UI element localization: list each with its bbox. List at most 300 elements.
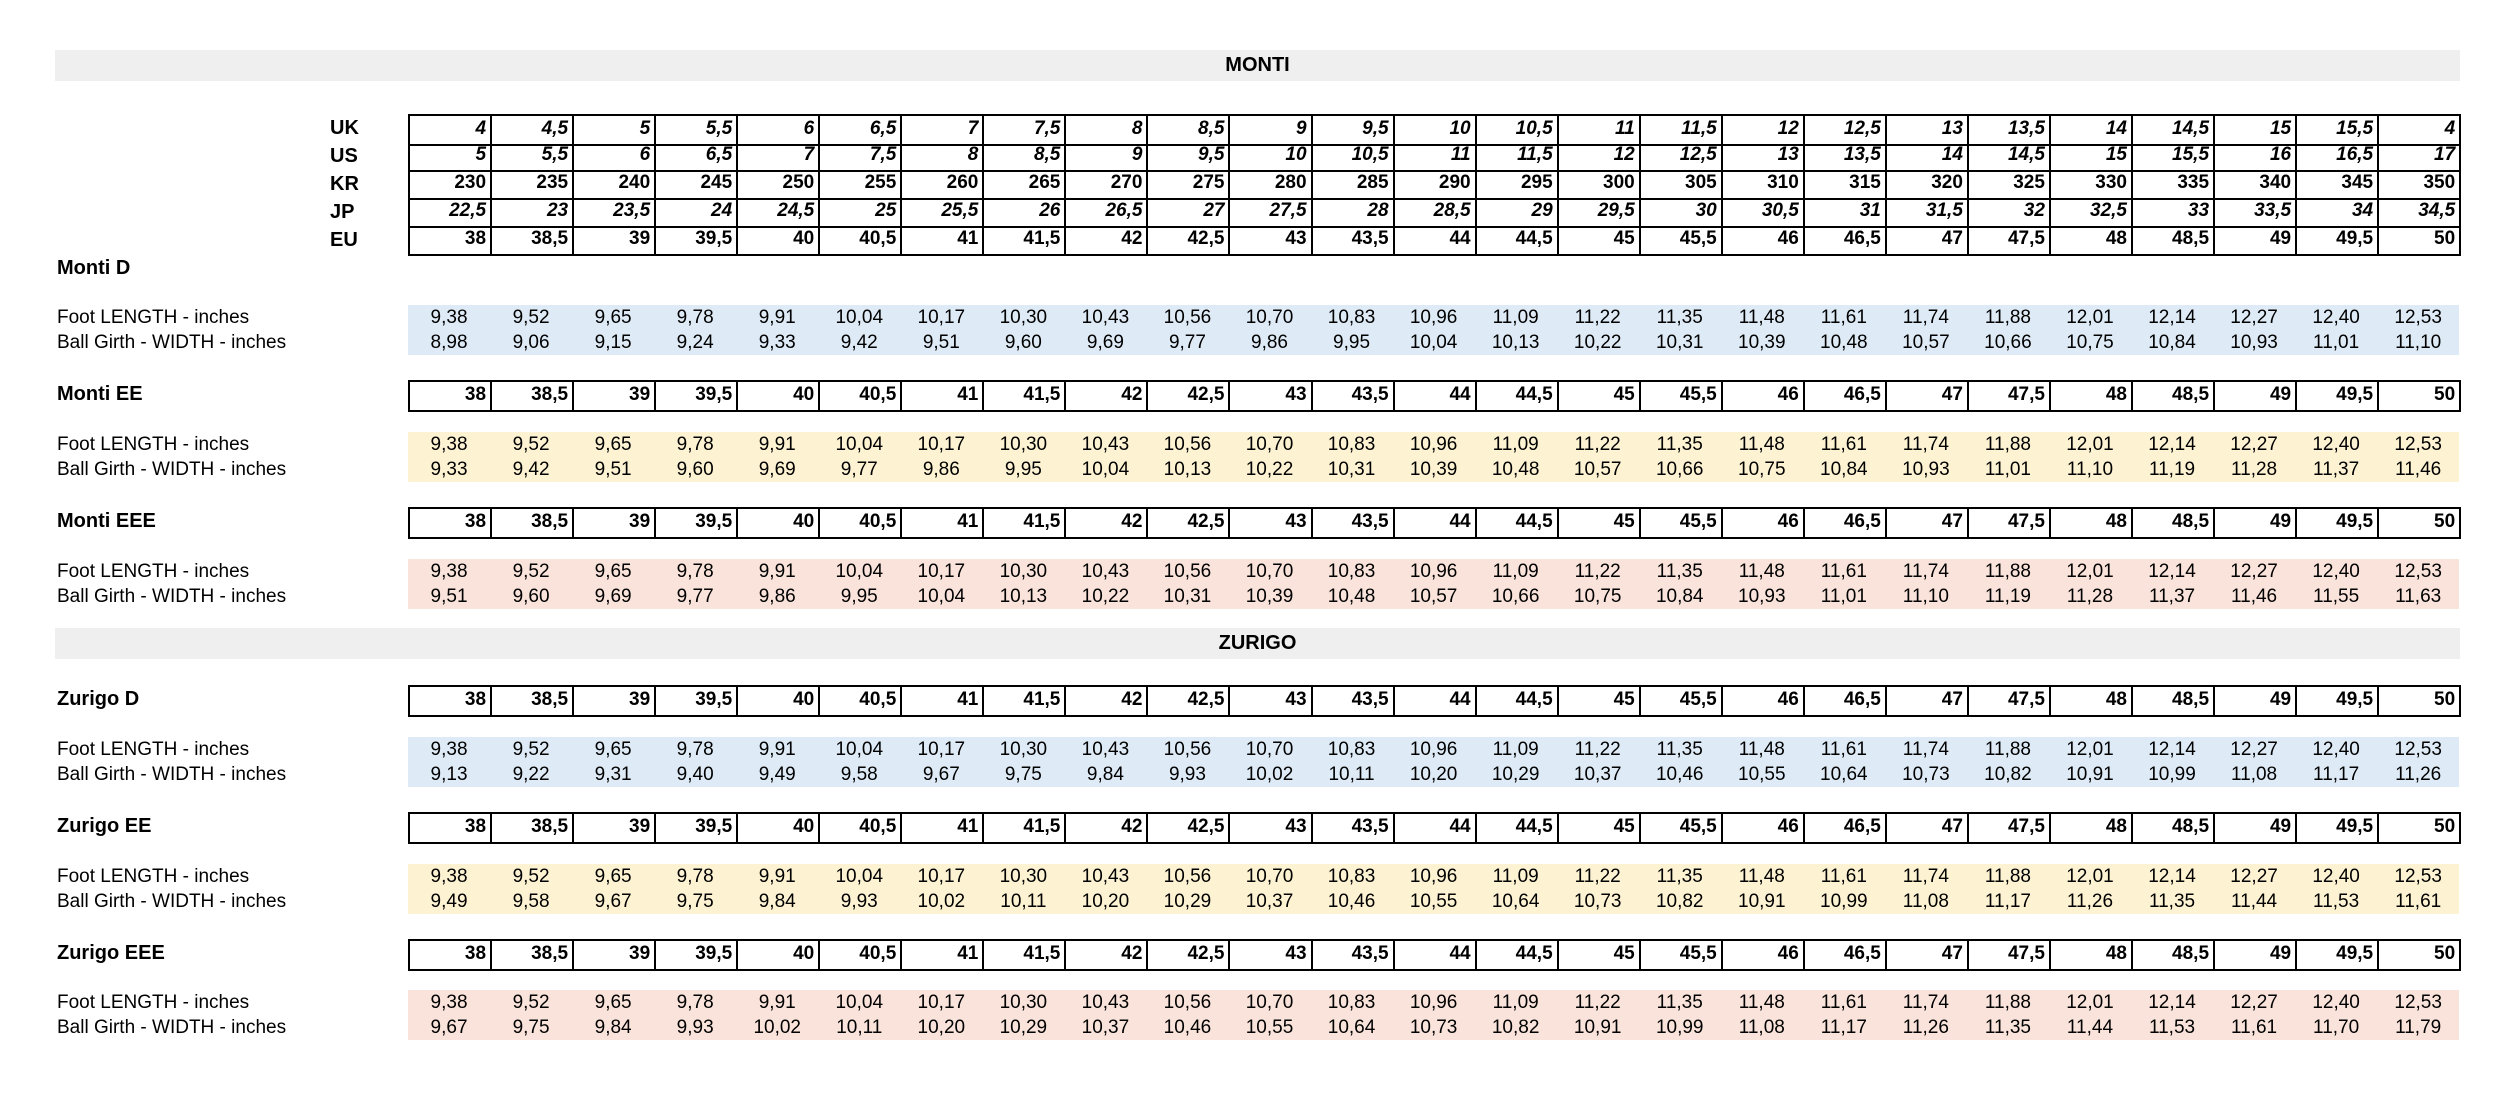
foot-length-cell: 11,74: [1902, 866, 1949, 887]
ball-girth-cell: 10,82: [1984, 764, 2032, 785]
scale-cell-us: 5,5: [492, 142, 574, 170]
foot-length-row-zurigo-d: [408, 737, 2459, 762]
eu-cell: 40: [738, 509, 820, 537]
model-label-monti-eee: Monti EEE: [57, 510, 156, 532]
eu-cell: 38: [410, 509, 492, 537]
eu-cell: 43: [1230, 941, 1312, 969]
eu-cell: 40,5: [820, 509, 902, 537]
eu-cell: 48,5: [2133, 382, 2215, 410]
ball-girth-cell: 11,79: [2395, 1017, 2442, 1038]
foot-length-cell: 11,88: [1984, 992, 2031, 1013]
eu-cell: 38,5: [492, 814, 574, 842]
foot-length-cell: 11,48: [1738, 307, 1785, 328]
scale-cell-us: 8: [902, 142, 984, 170]
eu-cell: 46,5: [1805, 509, 1887, 537]
eu-cell: 40: [738, 814, 820, 842]
ball-girth-cell: 10,55: [1245, 1017, 1294, 1038]
foot-length-cell: 12,01: [2066, 434, 2114, 455]
ball-girth-label: Ball Girth - WIDTH - inches: [57, 332, 287, 353]
ball-girth-cell: 10,02: [1245, 764, 1294, 785]
eu-cell: 42,5: [1148, 814, 1230, 842]
foot-length-cell: 9,91: [758, 866, 796, 887]
ball-girth-cell: 11,19: [2148, 459, 2196, 480]
eu-cell: 41,5: [984, 687, 1066, 715]
foot-length-cell: 9,38: [430, 992, 468, 1013]
foot-length-cell: 9,78: [676, 434, 714, 455]
scale-cell-eu: 41: [902, 226, 984, 254]
ball-girth-cell: 9,51: [594, 459, 632, 480]
foot-length-cell: 12,14: [2148, 866, 2196, 887]
ball-girth-cell: 10,20: [917, 1017, 966, 1038]
foot-length-label: Foot LENGTH - inches: [57, 561, 250, 582]
eu-cell: 46: [1723, 814, 1805, 842]
eu-cell: 40: [738, 941, 820, 969]
ball-girth-cell: 10,99: [1820, 891, 1868, 912]
foot-length-cell: 12,14: [2148, 434, 2196, 455]
ball-girth-cell: 10,22: [1573, 332, 1622, 353]
ball-girth-cell: 10,46: [1327, 891, 1376, 912]
foot-length-cell: 9,65: [594, 561, 632, 582]
foot-length-cell: 9,38: [430, 434, 468, 455]
foot-length-cell: 12,53: [2394, 561, 2442, 582]
eu-cell: 48: [2051, 382, 2133, 410]
foot-length-cell: 10,96: [1409, 307, 1458, 328]
foot-length-cell: 12,01: [2066, 992, 2114, 1013]
eu-cell: 43,5: [1313, 814, 1395, 842]
scale-cell-jp: 32: [1969, 198, 2051, 226]
scale-row-eu: [408, 226, 2461, 256]
eu-cell: 49: [2215, 382, 2297, 410]
scale-cell-jp: 33: [2133, 198, 2215, 226]
eu-cell: 44,5: [1477, 509, 1559, 537]
foot-length-cell: 9,52: [512, 434, 550, 455]
ball-girth-row-monti-ee: [408, 457, 2459, 482]
ball-girth-cell: 10,84: [2148, 332, 2196, 353]
foot-length-cell: 12,53: [2394, 992, 2442, 1013]
ball-girth-cell: 9,15: [594, 332, 632, 353]
eu-cell: 43: [1230, 687, 1312, 715]
eu-cell: 50: [2379, 941, 2461, 969]
ball-girth-label: Ball Girth - WIDTH - inches: [57, 586, 287, 607]
foot-length-cell: 11,35: [1656, 307, 1703, 328]
eu-cell: 44,5: [1477, 941, 1559, 969]
eu-cell: 44,5: [1477, 814, 1559, 842]
foot-length-cell: 10,83: [1327, 739, 1376, 760]
ball-girth-cell: 10,75: [2066, 332, 2114, 353]
eu-cell: 42,5: [1148, 941, 1230, 969]
ball-girth-cell: 11,55: [2313, 586, 2360, 607]
ball-girth-label: Ball Girth - WIDTH - inches: [57, 764, 287, 785]
ball-girth-cell: 10,55: [1738, 764, 1786, 785]
scale-cell-kr: 250: [738, 170, 820, 198]
eu-cell: 47: [1887, 814, 1969, 842]
foot-length-cell: 10,04: [835, 739, 884, 760]
scale-cell-kr: 260: [902, 170, 984, 198]
ball-girth-cell: 9,13: [430, 764, 468, 785]
foot-length-cell: 11,09: [1492, 866, 1539, 887]
scale-cell-jp: 28: [1313, 198, 1395, 226]
foot-length-cell: 10,04: [835, 307, 884, 328]
foot-length-cell: 9,65: [594, 739, 632, 760]
ball-girth-cell: 11,28: [2066, 586, 2114, 607]
ball-girth-cell: 10,13: [1491, 332, 1540, 353]
ball-girth-cell: 10,73: [1902, 764, 1950, 785]
scale-cell-eu: 50: [2379, 226, 2461, 254]
scale-cell-eu: 45: [1559, 226, 1641, 254]
foot-length-cell: 9,65: [594, 992, 632, 1013]
scale-cell-eu: 49: [2215, 226, 2297, 254]
foot-length-cell: 10,30: [999, 307, 1048, 328]
ball-girth-cell: 10,29: [999, 1017, 1048, 1038]
foot-length-cell: 11,61: [1820, 561, 1867, 582]
scale-cell-jp: 34: [2297, 198, 2379, 226]
ball-girth-cell: 9,33: [430, 459, 468, 480]
eu-cell: 40: [738, 687, 820, 715]
foot-length-cell: 11,22: [1574, 992, 1621, 1013]
foot-length-cell: 11,88: [1984, 561, 2031, 582]
foot-length-cell: 11,74: [1902, 307, 1949, 328]
foot-length-cell: 10,04: [835, 866, 884, 887]
eu-cell: 47,5: [1969, 687, 2051, 715]
eu-cell: 48: [2051, 814, 2133, 842]
eu-cell: 43,5: [1313, 509, 1395, 537]
eu-cell: 38: [410, 687, 492, 715]
eu-cell: 43,5: [1313, 382, 1395, 410]
foot-length-cell: 11,22: [1574, 434, 1621, 455]
scale-cell-eu: 43: [1230, 226, 1312, 254]
scale-cell-kr: 305: [1641, 170, 1723, 198]
ball-girth-cell: 10,02: [917, 891, 966, 912]
ball-girth-cell: 9,84: [758, 891, 796, 912]
ball-girth-cell: 11,17: [2313, 764, 2360, 785]
scale-cell-kr: 255: [820, 170, 902, 198]
eu-cell: 46: [1723, 382, 1805, 410]
foot-length-cell: 11,35: [1656, 992, 1703, 1013]
scale-cell-uk: 15,5: [2297, 116, 2379, 144]
eu-cell: 40,5: [820, 941, 902, 969]
scale-cell-kr: 330: [2051, 170, 2133, 198]
ball-girth-cell: 9,51: [922, 332, 960, 353]
ball-girth-cell: 10,66: [1655, 459, 1704, 480]
ball-girth-cell: 10,64: [1327, 1017, 1376, 1038]
ball-girth-cell: 10,04: [917, 586, 966, 607]
foot-length-cell: 9,38: [430, 307, 468, 328]
scale-cell-jp: 27,5: [1230, 198, 1312, 226]
ball-girth-cell: 10,73: [1409, 1017, 1458, 1038]
ball-girth-cell: 11,10: [1902, 586, 1949, 607]
foot-length-cell: 11,22: [1574, 307, 1621, 328]
scale-label-eu: EU: [330, 229, 358, 251]
eu-cell: 45,5: [1641, 382, 1723, 410]
scale-label-jp: JP: [330, 201, 355, 223]
ball-girth-cell: 9,93: [676, 1017, 714, 1038]
ball-girth-cell: 9,49: [430, 891, 468, 912]
scale-cell-jp: 25: [820, 198, 902, 226]
scale-cell-uk: 13,5: [1969, 116, 2051, 144]
ball-girth-cell: 10,20: [1081, 891, 1130, 912]
foot-length-cell: 9,65: [594, 434, 632, 455]
scale-cell-eu: 49,5: [2297, 226, 2379, 254]
eu-cell: 48,5: [2133, 687, 2215, 715]
foot-length-cell: 11,74: [1902, 739, 1949, 760]
foot-length-cell: 12,27: [2230, 307, 2278, 328]
eu-cell: 47: [1887, 509, 1969, 537]
foot-length-cell: 9,52: [512, 561, 550, 582]
ball-girth-cell: 11,26: [1902, 1017, 1949, 1038]
scale-cell-eu: 45,5: [1641, 226, 1723, 254]
eu-cell: 41,5: [984, 941, 1066, 969]
eu-cell: 50: [2379, 382, 2461, 410]
ball-girth-cell: 9,86: [922, 459, 960, 480]
foot-length-cell: 12,53: [2394, 307, 2442, 328]
zurigo-section-banner: ZURIGO: [55, 628, 2460, 659]
eu-cell: 39: [574, 382, 656, 410]
foot-length-cell: 10,30: [999, 739, 1048, 760]
eu-cell: 43: [1230, 509, 1312, 537]
ball-girth-row-zurigo-eee: [408, 1015, 2459, 1040]
foot-length-cell: 10,04: [835, 992, 884, 1013]
scale-cell-eu: 46,5: [1805, 226, 1887, 254]
scale-cell-jp: 32,5: [2051, 198, 2133, 226]
ball-girth-cell: 11,53: [2148, 1017, 2196, 1038]
eu-cell: 50: [2379, 687, 2461, 715]
ball-girth-cell: 11,53: [2313, 891, 2360, 912]
ball-girth-cell: 10,13: [1163, 459, 1212, 480]
scale-cell-us: 10: [1230, 142, 1312, 170]
eu-cell: 42: [1066, 687, 1148, 715]
eu-cell: 49: [2215, 509, 2297, 537]
ball-girth-cell: 10,91: [2066, 764, 2114, 785]
eu-cell: 41,5: [984, 382, 1066, 410]
eu-cell: 44: [1395, 509, 1477, 537]
foot-length-label: Foot LENGTH - inches: [57, 739, 250, 760]
eu-cell: 47,5: [1969, 509, 2051, 537]
ball-girth-cell: 10,57: [1573, 459, 1622, 480]
ball-girth-cell: 11,01: [1984, 459, 2031, 480]
foot-length-cell: 11,48: [1738, 434, 1785, 455]
eu-cell: 39,5: [656, 941, 738, 969]
eu-cell: 48: [2051, 509, 2133, 537]
scale-cell-us: 7: [738, 142, 820, 170]
ball-girth-cell: 9,95: [1004, 459, 1042, 480]
scale-cell-kr: 295: [1477, 170, 1559, 198]
foot-length-cell: 12,01: [2066, 866, 2114, 887]
eu-cell: 41,5: [984, 814, 1066, 842]
ball-girth-label: Ball Girth - WIDTH - inches: [57, 459, 287, 480]
ball-girth-cell: 11,44: [2230, 891, 2278, 912]
ball-girth-cell: 11,08: [1902, 891, 1949, 912]
eu-cell: 49: [2215, 814, 2297, 842]
scale-row-jp: [408, 198, 2461, 228]
scale-cell-eu: 39,5: [656, 226, 738, 254]
scale-cell-uk: 10: [1395, 116, 1477, 144]
eu-cell: 47: [1887, 687, 1969, 715]
ball-girth-cell: 10,64: [1820, 764, 1868, 785]
eu-cell: 46,5: [1805, 382, 1887, 410]
ball-girth-cell: 9,75: [512, 1017, 550, 1038]
scale-cell-jp: 30,5: [1723, 198, 1805, 226]
eu-cell: 42: [1066, 814, 1148, 842]
eu-cell: 46,5: [1805, 941, 1887, 969]
foot-length-cell: 12,14: [2148, 992, 2196, 1013]
foot-length-cell: 11,74: [1902, 992, 1949, 1013]
foot-length-cell: 10,56: [1163, 739, 1212, 760]
foot-length-cell: 12,01: [2066, 307, 2114, 328]
ball-girth-cell: 10,11: [1000, 891, 1047, 912]
scale-cell-us: 10,5: [1313, 142, 1395, 170]
foot-length-cell: 10,30: [999, 866, 1048, 887]
ball-girth-cell: 9,86: [1251, 332, 1288, 353]
eu-cell: 43,5: [1313, 941, 1395, 969]
scale-cell-uk: 4,5: [492, 116, 574, 144]
scale-cell-jp: 23,5: [574, 198, 656, 226]
eu-cell: 38,5: [492, 941, 574, 969]
ball-girth-cell: 9,86: [758, 586, 796, 607]
scale-cell-us: 16,5: [2297, 142, 2379, 170]
eu-cell: 39,5: [656, 382, 738, 410]
eu-cell: 50: [2379, 509, 2461, 537]
foot-length-label: Foot LENGTH - inches: [57, 866, 250, 887]
ball-girth-cell: 11,08: [2230, 764, 2278, 785]
foot-length-cell: 9,52: [512, 307, 550, 328]
foot-length-cell: 11,61: [1820, 307, 1867, 328]
scale-cell-eu: 44,5: [1477, 226, 1559, 254]
ball-girth-row-monti-d: [408, 330, 2459, 355]
foot-length-cell: 12,27: [2230, 866, 2278, 887]
ball-girth-cell: 11,01: [1820, 586, 1867, 607]
eu-cell: 38: [410, 814, 492, 842]
eu-cell: 46,5: [1805, 814, 1887, 842]
ball-girth-cell: 10,31: [1163, 586, 1212, 607]
ball-girth-cell: 9,24: [676, 332, 714, 353]
ball-girth-cell: 9,69: [758, 459, 796, 480]
foot-length-cell: 12,27: [2230, 739, 2278, 760]
foot-length-cell: 10,96: [1409, 434, 1458, 455]
foot-length-cell: 9,91: [758, 992, 796, 1013]
scale-cell-us: 15,5: [2133, 142, 2215, 170]
scale-cell-jp: 29: [1477, 198, 1559, 226]
eu-cell: 43,5: [1313, 687, 1395, 715]
scale-cell-uk: 15: [2215, 116, 2297, 144]
foot-length-cell: 10,17: [917, 434, 966, 455]
scale-cell-kr: 270: [1066, 170, 1148, 198]
ball-girth-cell: 10,57: [1409, 586, 1458, 607]
ball-girth-cell: 9,77: [840, 459, 878, 480]
scale-cell-uk: 12,5: [1805, 116, 1887, 144]
ball-girth-label: Ball Girth - WIDTH - inches: [57, 891, 287, 912]
ball-girth-cell: 9,49: [758, 764, 796, 785]
ball-girth-cell: 9,33: [758, 332, 796, 353]
foot-length-cell: 12,01: [2066, 561, 2114, 582]
ball-girth-cell: 9,69: [1086, 332, 1124, 353]
scale-cell-eu: 43,5: [1313, 226, 1395, 254]
foot-length-cell: 11,09: [1492, 739, 1539, 760]
ball-girth-cell: 9,67: [594, 891, 632, 912]
ball-girth-cell: 11,17: [1984, 891, 2031, 912]
ball-girth-cell: 11,37: [2148, 586, 2196, 607]
scale-cell-uk: 10,5: [1477, 116, 1559, 144]
ball-girth-cell: 9,31: [594, 764, 632, 785]
ball-girth-cell: 10,75: [1738, 459, 1786, 480]
eu-cell: 49,5: [2297, 941, 2379, 969]
scale-cell-eu: 46: [1723, 226, 1805, 254]
ball-girth-row-zurigo-ee: [408, 889, 2459, 914]
foot-length-cell: 12,40: [2312, 992, 2360, 1013]
eu-cell: 41,5: [984, 509, 1066, 537]
eu-cell: 40,5: [820, 687, 902, 715]
ball-girth-cell: 10,48: [1327, 586, 1376, 607]
eu-cell: 49,5: [2297, 814, 2379, 842]
foot-length-cell: 10,70: [1245, 561, 1294, 582]
scale-cell-uk: 5: [574, 116, 656, 144]
foot-length-cell: 10,56: [1163, 434, 1212, 455]
scale-cell-uk: 6: [738, 116, 820, 144]
foot-length-cell: 11,09: [1492, 561, 1539, 582]
foot-length-cell: 9,65: [594, 866, 632, 887]
eu-cell: 41: [902, 687, 984, 715]
scale-cell-kr: 280: [1230, 170, 1312, 198]
foot-length-cell: 11,48: [1738, 992, 1785, 1013]
ball-girth-cell: 10,11: [1328, 764, 1375, 785]
ball-girth-cell: 10,46: [1163, 1017, 1212, 1038]
foot-length-cell: 9,52: [512, 992, 550, 1013]
scale-cell-kr: 340: [2215, 170, 2297, 198]
scale-cell-us: 9,5: [1148, 142, 1230, 170]
foot-length-cell: 10,70: [1245, 434, 1294, 455]
foot-length-cell: 11,61: [1820, 434, 1867, 455]
foot-length-cell: 10,70: [1245, 992, 1294, 1013]
eu-cell: 40: [738, 382, 820, 410]
eu-cell: 42,5: [1148, 687, 1230, 715]
eu-cell: 48: [2051, 941, 2133, 969]
scale-cell-jp: 26: [984, 198, 1066, 226]
eu-row-zurigo-eee: [408, 939, 2461, 971]
scale-cell-us: 12,5: [1641, 142, 1723, 170]
ball-girth-cell: 9,40: [676, 764, 714, 785]
ball-girth-cell: 9,06: [512, 332, 550, 353]
foot-length-cell: 10,96: [1409, 739, 1458, 760]
eu-cell: 40,5: [820, 814, 902, 842]
foot-length-cell: 10,17: [917, 992, 966, 1013]
eu-cell: 45,5: [1641, 941, 1723, 969]
ball-girth-cell: 10,37: [1573, 764, 1622, 785]
scale-label-uk: UK: [330, 117, 359, 139]
eu-cell: 45,5: [1641, 814, 1723, 842]
scale-cell-uk: 13: [1887, 116, 1969, 144]
foot-length-cell: 9,78: [676, 992, 714, 1013]
scale-cell-eu: 42,5: [1148, 226, 1230, 254]
foot-length-cell: 12,27: [2230, 561, 2278, 582]
scale-cell-kr: 345: [2297, 170, 2379, 198]
eu-cell: 47: [1887, 941, 1969, 969]
eu-cell: 44: [1395, 687, 1477, 715]
ball-girth-cell: 10,46: [1655, 764, 1704, 785]
ball-girth-cell: 11,17: [1820, 1017, 1867, 1038]
eu-row-monti-ee: [408, 380, 2461, 412]
scale-cell-eu: 38: [410, 226, 492, 254]
scale-cell-jp: 31,5: [1887, 198, 1969, 226]
ball-girth-cell: 9,69: [594, 586, 632, 607]
foot-length-cell: 9,91: [758, 307, 796, 328]
scale-cell-kr: 265: [984, 170, 1066, 198]
foot-length-row-zurigo-ee: [408, 864, 2459, 889]
foot-length-cell: 11,88: [1984, 434, 2031, 455]
ball-girth-cell: 9,58: [512, 891, 550, 912]
scale-cell-jp: 28,5: [1395, 198, 1477, 226]
scale-cell-uk: 9: [1230, 116, 1312, 144]
scale-cell-kr: 315: [1805, 170, 1887, 198]
scale-label-kr: KR: [330, 173, 359, 195]
